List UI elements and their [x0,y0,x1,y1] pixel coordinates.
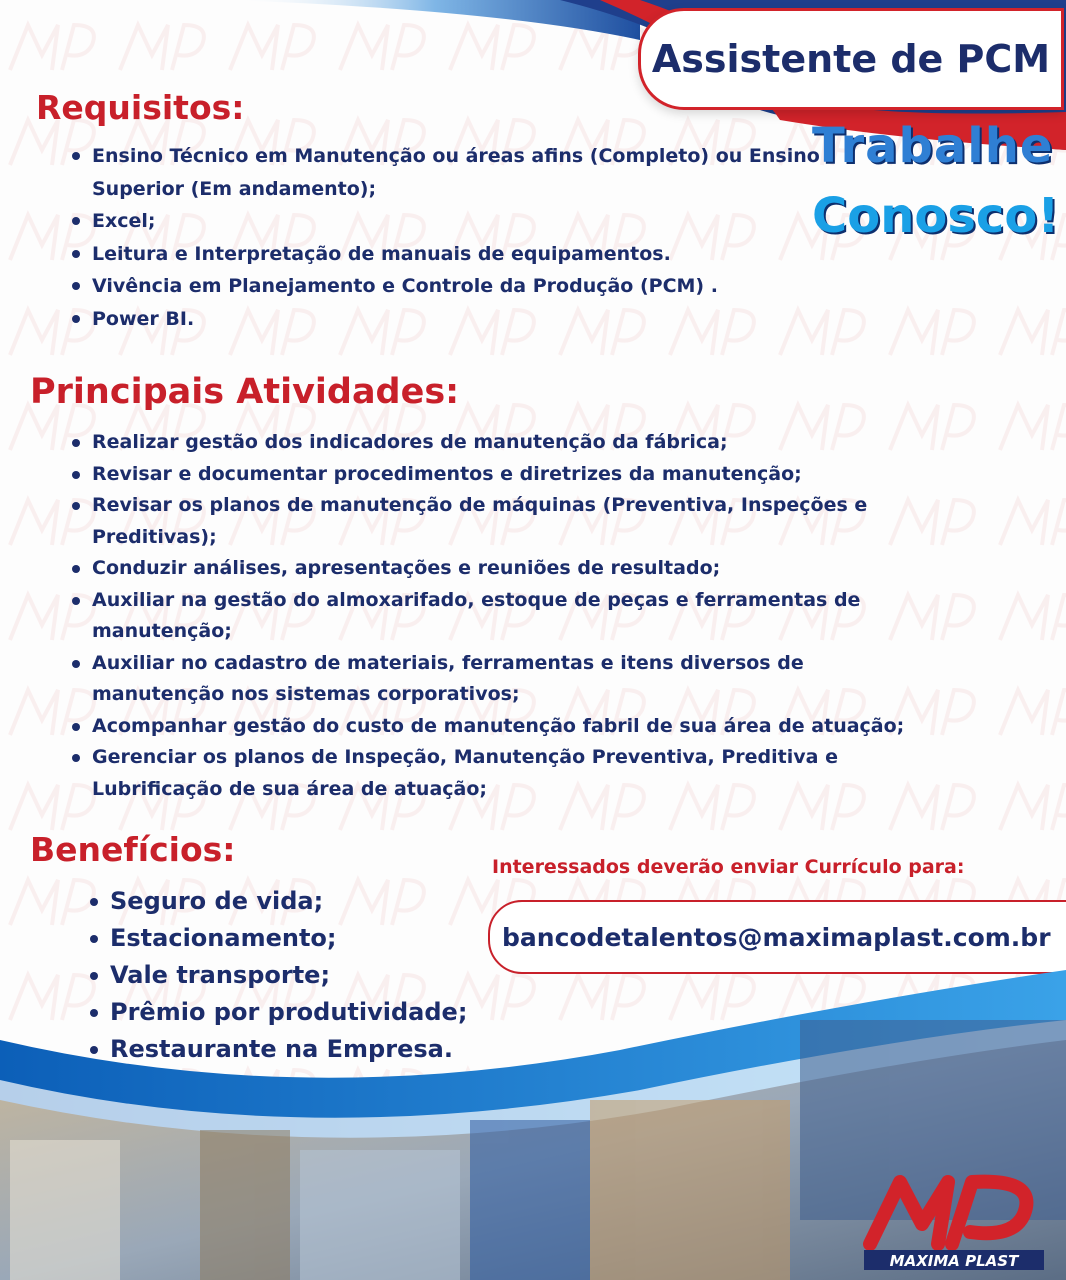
mp-logo-icon [860,1168,1050,1272]
job-title-box [638,8,1064,110]
list-item: Conduzir análises, apresentações e reuniões de resultado; [92,553,992,585]
list-item: Revisar e documentar procedimentos e diretrizes da manutenção; [92,459,992,491]
list-item: Auxiliar na gestão do almoxarifado, estoque de peças e ferramentas de manutenção; [92,585,922,648]
list-item: Leitura e Interpretação de manuais de equipamentos. [92,238,822,271]
list-item: Auxiliar no cadastro de materiais, ferramentas e itens diversos de manutenção nos sistemas corporativos; [92,648,872,711]
list-item: Excel; [92,205,822,238]
list-item: Ensino Técnico em Manutenção ou áreas afins (Completo) ou Ensino Superior (Em andamento); [92,140,822,205]
list-item: Acompanhar gestão do custo de manutenção fabril de sua área de atuação; [92,711,992,743]
list-item: Realizar gestão dos indicadores de manutenção da fábrica; [92,427,992,459]
list-item: Prêmio por produtividade; [110,994,510,1031]
contact-email[interactable]: bancodetalentos@maximaplast.com.br [502,922,1051,952]
list-item: Vale transporte; [110,957,510,994]
list-item: Gerenciar os planos de Inspeção, Manutenção Preventiva, Preditiva e Lubrificação de sua área de atuação; [92,742,892,805]
list-item: Vivência em Planejamento e Controle da Produção (PCM) . [92,270,822,303]
list-item: Estacionamento; [110,920,510,957]
list-item: Power BI. [92,303,822,336]
trabalhe-conosco-banner [812,118,1066,244]
list-item: Restaurante na Empresa. [110,1031,510,1068]
contact-label: Interessados deverão enviar Currículo para: [492,856,965,878]
requisitos-heading: Requisitos: [36,88,245,127]
atividades-list [70,427,992,805]
logo-text: MAXIMA PLAST [889,1252,1019,1270]
banner-line-1: Trabalhe [812,118,1054,174]
requisitos-list [70,140,822,335]
list-item: Revisar os planos de manutenção de máquinas (Preventiva, Inspeções e Preditivas); [92,490,922,553]
list-item: Seguro de vida; [110,883,510,920]
banner-line-2: Conosco! [812,188,1060,244]
beneficios-heading: Benefícios: [30,830,236,869]
job-title: Assistente de PCM [651,37,1051,81]
atividades-heading: Principais Atividades: [30,372,460,412]
